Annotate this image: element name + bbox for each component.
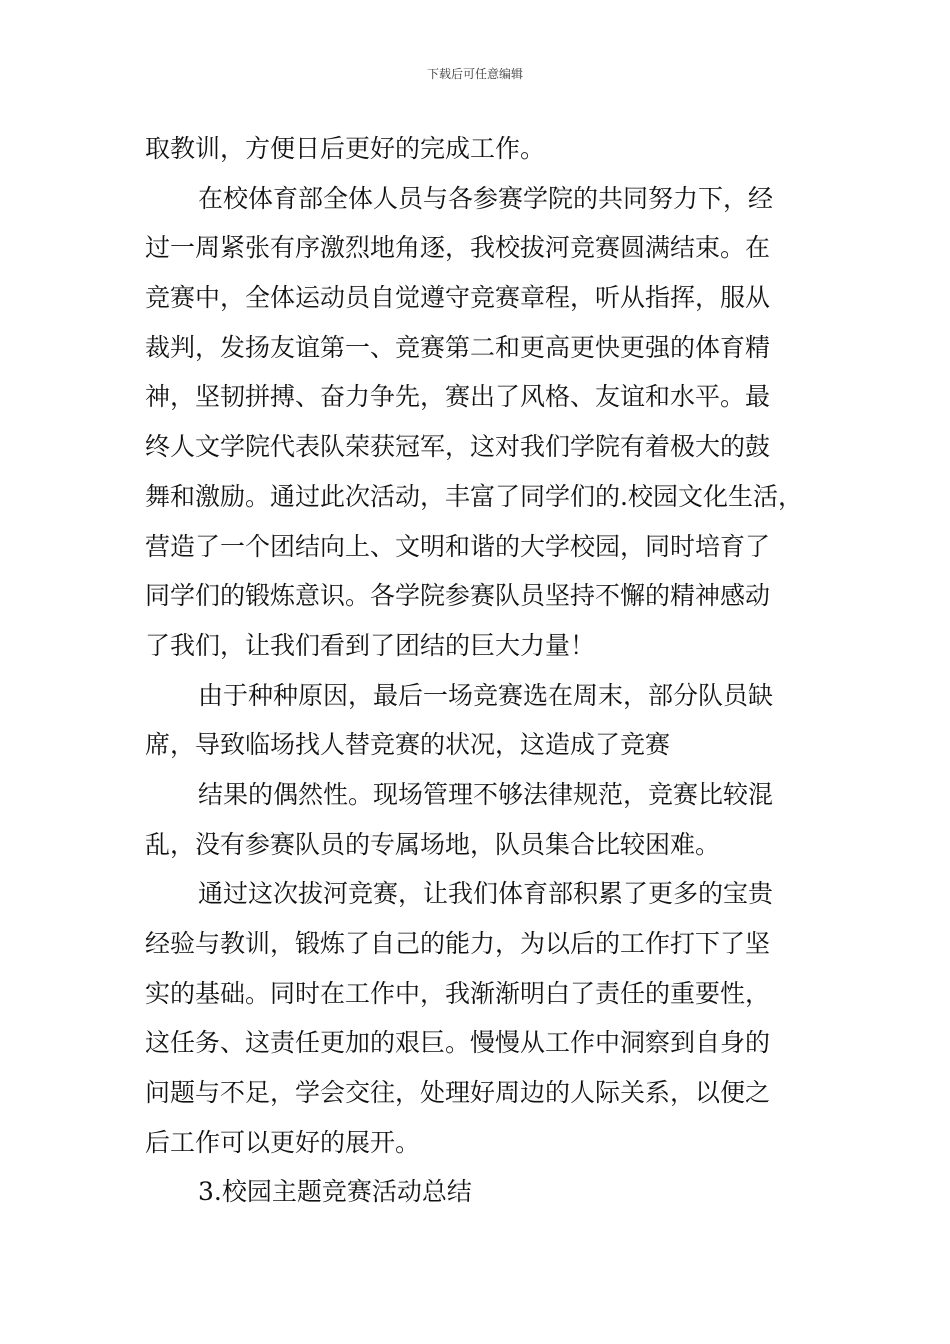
text-line: 同学们的锻炼意识。各学院参赛队员坚持不懈的精神感动 xyxy=(145,581,771,611)
text-line: 了我们，让我们看到了团结的巨大力量！ xyxy=(145,630,596,660)
text-line: 3.校园主题竞赛活动总结 xyxy=(198,1177,472,1207)
text-line: 过一周紧张有序激烈地角逐，我校拔河竞赛圆满结束。在 xyxy=(145,233,771,263)
text-line: 后工作可以更好的展开。 xyxy=(145,1127,421,1157)
text-line: 神，坚韧拼搏、奋力争先，赛出了风格、友谊和水平。最 xyxy=(145,382,771,412)
text-line: 乱，没有参赛队员的专属场地，队员集合比较困难。 xyxy=(145,829,721,859)
text-line: 通过这次拔河竞赛，让我们体育部积累了更多的宝贵 xyxy=(198,879,774,909)
text-line: 终人文学院代表队荣获冠军，这对我们学院有着极大的鼓 xyxy=(145,432,771,462)
text-line: 由于种种原因，最后一场竞赛选在周末，部分队员缺 xyxy=(198,680,774,710)
document-body xyxy=(145,124,825,1217)
text-line: 竞赛中，全体运动员自觉遵守竞赛章程，听从指挥，服从 xyxy=(145,283,771,313)
text-line: 取教训，方便日后更好的完成工作。 xyxy=(145,134,546,163)
text-line: 营造了一个团结向上、文明和谐的大学校园，同时培育了 xyxy=(145,531,771,561)
text-line: 实的基础。同时在工作中，我渐渐明白了责任的重要性， xyxy=(145,978,771,1008)
text-line: 经验与教训，锻炼了自己的能力，为以后的工作打下了坚 xyxy=(145,929,771,958)
text-line: 席，导致临场找人替竞赛的状况，这造成了竞赛 xyxy=(145,730,671,760)
text-line: 这任务、这责任更加的艰巨。慢慢从工作中洞察到自身的 xyxy=(145,1028,771,1058)
page-header: 下载后可任意编辑 xyxy=(426,67,523,81)
text-line: 裁判，发扬友谊第一、竞赛第二和更高更快更强的体育精 xyxy=(145,332,771,362)
text-line: 在校体育部全体人员与各参赛学院的共同努力下，经 xyxy=(198,183,774,213)
text-line: 舞和激励。通过此次活动，丰富了同学们的.校园文化生活， xyxy=(145,481,803,511)
text-line: 问题与不足，学会交往，处理好周边的人际关系，以便之 xyxy=(145,1078,771,1108)
text-line: 结果的偶然性。现场管理不够法律规范，竞赛比较混 xyxy=(198,779,774,809)
